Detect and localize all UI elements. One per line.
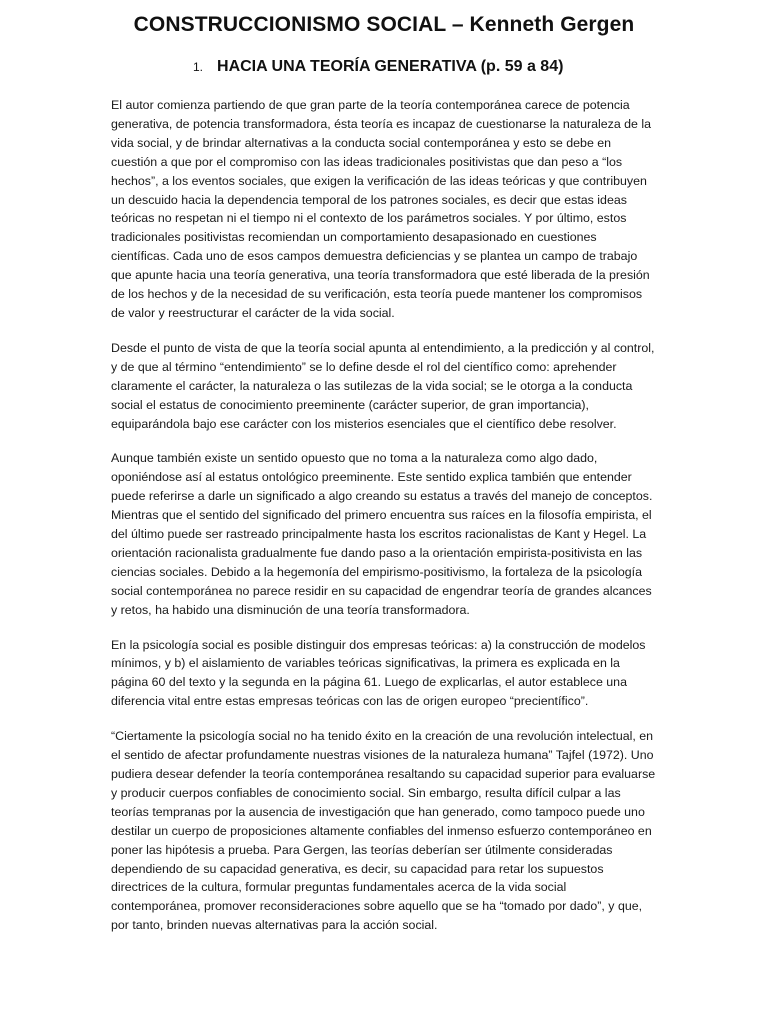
paragraph-4: En la psicología social es posible distinguir dos empresas teóricas: a) la construcción de modelos mínimos, y b) el aislamiento de variables teóricas significativas, la primera es explicada en la página 60 del texto y la segunda en la página 61. Luego de explicarlas, el autor establece una diferencia vital entre estas empresas teóricas con las de origen europeo “precientífico”. [111, 637, 646, 709]
section-number: 1. [193, 60, 204, 74]
section-heading [193, 56, 657, 78]
paragraph-3: Aunque también existe un sentido opuesto que no toma a la naturaleza como algo dado, oponiéndose así al estatus ontológico preeminente. Este sentido explica también que entender puede referirse a darle un significado a algo creando su estatus a través del manejo de conceptos. Mientras que el sentido del significado del primero encuentra sus raíces en la filosofía empirista, el del último puede ser rastreado principalmente hasta los escritos racionalistas de Kant y Hegel. La orientación racionalista gradualmente fue dando paso a la orientación empirista-positivista en las ciencias sociales. Debido a la hegemonía del empirismo-positivismo, la fortaleza de la psicología social contemporánea no parece residir en su capacidad de engendrar teoría de grandes alcances y retos, ha habido una disminución de una teoría transformadora. [111, 451, 653, 617]
paragraph-1: El autor comienza partiendo de que gran parte de la teoría contemporánea carece de potencia generativa, de potencia transformadora, ésta teoría es incapaz de cuestionarse la naturaleza de la vida social, y de brindar alternativas a la conducta social contemporánea y esto se debe en cuestión a que por el compromiso con las ideas tradicionales positivistas que dan peso a “los hechos”, a los eventos sociales, que exigen la verificación de las ideas teóricas y que contribuyen un descuido hacia la dependencia temporal de los patrones sociales, es decir que estas ideas teóricas no respetan ni el tiempo ni el contexto de los parámetros sociales. Y por último, estos tradicionales positivistas recomiendan un comportamiento desapasionado en cuestiones científicas. Cada uno de esos campos demuestra deficiencias y se plantea un campo de trabajo que apunte hacia una teoría generativa, una teoría transformadora que esté liberada de la presión de los hechos y de la necesidad de su verificación, esta teoría puede mantener los compromisos de valor y reestructurar el carácter de la vida social. [111, 98, 652, 320]
paragraph-5: “Ciertamente la psicología social no ha tenido éxito en la creación de una revolución intelectual, en el sentido de afectar profundamente nuestras visiones de la naturaleza humana” Tajfel (1972). Uno pudiera desear defender la teoría contemporánea resaltando su capacidad superior para evaluarse y producir cuerpos confiables de conocimiento social. Sin embargo, resulta difícil culpar a las teorías tempranas por la ausencia de investigación que han generado, como tampoco puede uno destilar un cuerpo de proposiciones altamente confiables del inmenso esfuerzo contemporáneo en poner las hipótesis a prueba. Para Gergen, las teorías deberían ser útilmente consideradas dependiendo de su capacidad generativa, es decir, su capacidad para retar los supuestos directrices de la cultura, formular preguntas fundamentales acerca de la vida social contemporánea, promover reconsideraciones sobre aquello que se ha “tomado por dado”, y que, por tanto, brinden nuevas alternativas para la acción social. [111, 729, 656, 933]
section-title: HACIA UNA TEORÍA GENERATIVA (p. 59 a 84) [217, 58, 564, 75]
document-title: CONSTRUCCIONISMO SOCIAL – Kenneth Gergen [133, 13, 635, 36]
paragraph-2: Desde el punto de vista de que la teoría social apunta al entendimiento, a la predicción y al control, y de que al término “entendimiento” se lo define desde el rol del científico como: aprehender claramente el carácter, la naturaleza o las sutilezas de la vida social; se le otorga a la conducta social el estatus de conocimiento preeminente (carácter superior, de gran importancia), equiparándola bajo ese carácter con los misterios esenciales que el científico debe resolver. [111, 340, 655, 431]
